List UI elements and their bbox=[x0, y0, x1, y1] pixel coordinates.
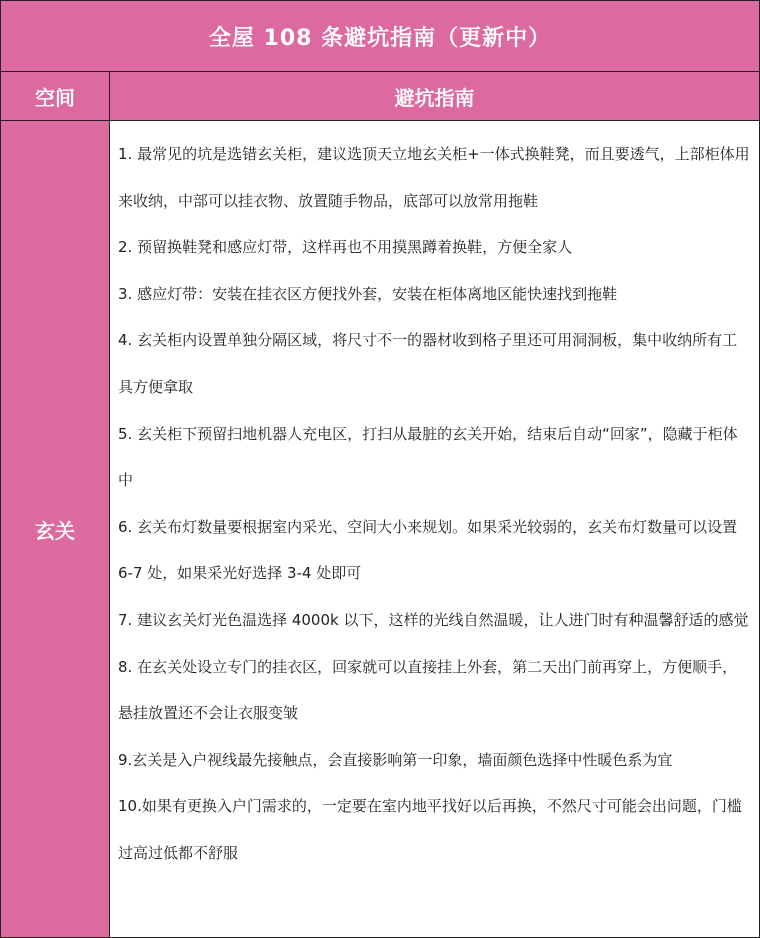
tip-item-3: 3. 感应灯带：安装在挂衣区方便找外套，安装在柜体离地区能快速找到拖鞋 bbox=[118, 284, 618, 303]
page-title: 全屋 108 条避坑指南（更新中） bbox=[208, 25, 552, 51]
tip-item-7: 7. 建议玄关灯光色温选择 4000k 以下，这样的光线自然温暖，让人进门时有种温馨舒适的感觉 bbox=[118, 610, 749, 629]
table-header bbox=[1, 72, 759, 121]
space-cell bbox=[1, 121, 110, 937]
space-label: 玄关 bbox=[35, 518, 75, 543]
tip-item-9: 9.玄关是入户视线最先接触点，会直接影响第一印象，墙面颜色选择中性暖色系为宜 bbox=[118, 750, 673, 769]
table-row bbox=[1, 121, 759, 937]
header-guide: 避坑指南 bbox=[394, 85, 475, 110]
tip-item-1: 1. 最常见的坑是选错玄关柜，建议选顶天立地玄关柜+一体式换鞋凳，而且要透气，上部柜体用来收纳，中部可以挂衣物、放置随手物品，底部可以放常用拖鞋 bbox=[118, 145, 750, 210]
tip-item-10: 10.如果有更换入户门需求的，一定要在室内地平找好以后再换，不然尺寸可能会出问题，门槛过高过低都不舒服 bbox=[118, 797, 742, 862]
title-row bbox=[1, 1, 759, 72]
tip-item-4: 4. 玄关柜内设置单独分隔区域，将尺寸不一的器材收到格子里还可用洞洞板，集中收纳所有工具方便拿取 bbox=[118, 331, 738, 396]
tip-item-5: 5. 玄关柜下预留扫地机器人充电区，打扫从最脏的玄关开始，结束后自动“回家”，隐藏于柜体中 bbox=[118, 424, 738, 490]
header-space: 空间 bbox=[1, 72, 110, 120]
tips-cell bbox=[110, 121, 759, 937]
tip-item-2: 2. 预留换鞋凳和感应灯带，这样再也不用摸黑蹲着换鞋，方便全家人 bbox=[118, 238, 573, 257]
tip-item-6: 6. 玄关布灯数量要根据室内采光、空间大小来规划。如果采光较弱的，玄关布灯数量可以设置 6-7 处，如果采光好选择 3-4 处即可 bbox=[118, 517, 738, 583]
tip-item-8: 8. 在玄关处设立专门的挂衣区，回家就可以直接挂上外套，第二天出门前再穿上，方便顺手，悬挂放置还不会让衣服变皱 bbox=[118, 657, 738, 723]
